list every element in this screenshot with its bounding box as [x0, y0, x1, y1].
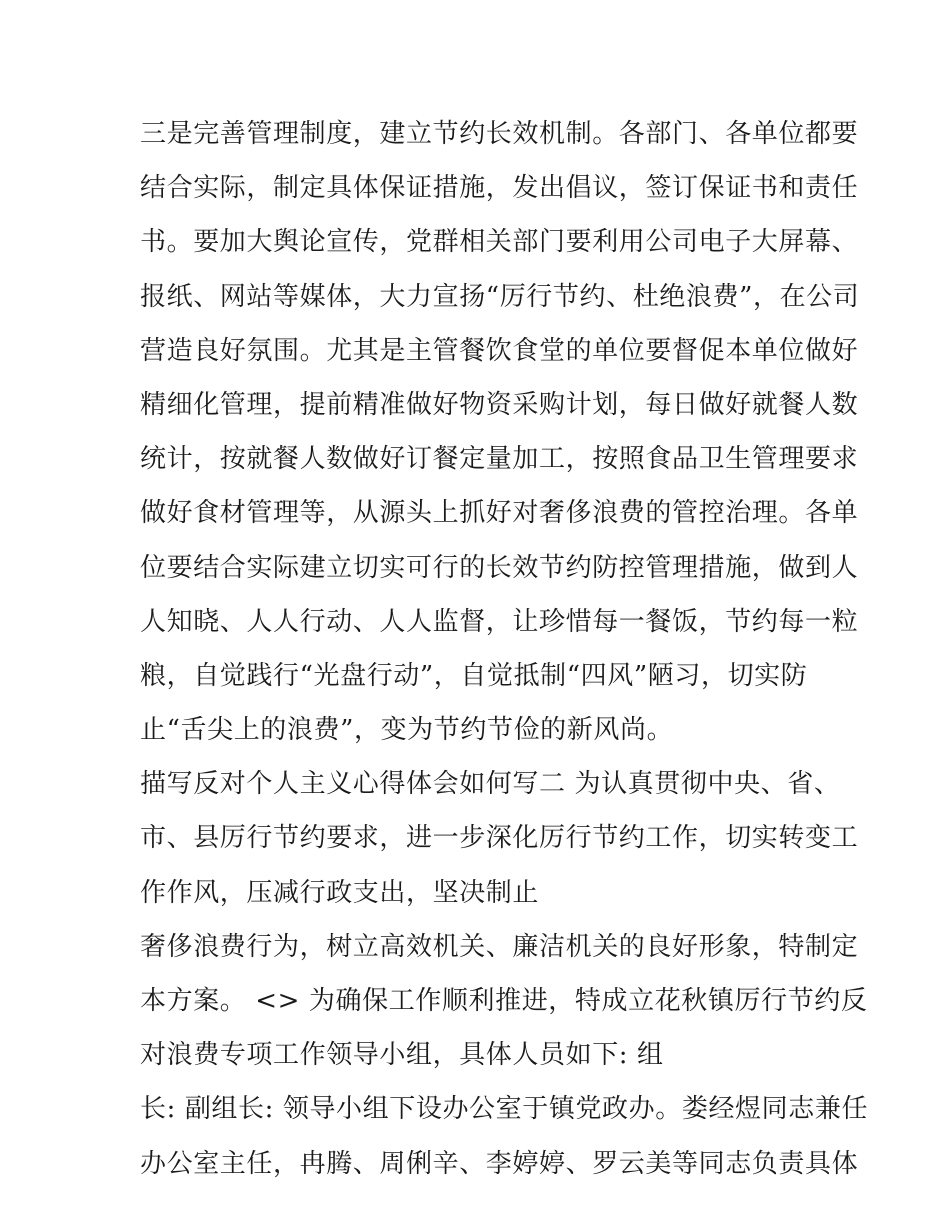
text-line: 市、县厉行节约要求，进一步深化厉行节约工作，切实转变工: [140, 823, 859, 854]
text-line: 止“舌尖上的浪费”，变为节约节俭的新风尚。: [140, 715, 674, 746]
text-line: 三是完善管理制度，建立节约长效机制。各部门、各单位都要: [140, 119, 859, 149]
text-line: 结合实际，制定具体保证措施，发出倡议，签订保证书和责任: [140, 173, 859, 204]
text-line: 粮，自觉践行“光盘行动”，自觉抵制“四风”陋习，切实防: [140, 660, 808, 691]
text-line: 长: 副组长: 领导小组下设办公室于镇党政办。娄经煜同志兼任: [140, 1094, 869, 1125]
text-line: 人知晓、人人行动、人人监督，让珍惜每一餐饭，节约每一粒: [140, 606, 859, 637]
text-line: 描写反对个人主义心得体会如何写二 为认真贯彻中央、省、: [140, 769, 841, 800]
text-line: 对浪费专项工作领导小组，具体人员如下: 组: [140, 1040, 664, 1071]
text-line: 营造良好氛围。尤其是主管餐饮食堂的单位要督促本单位做好: [140, 335, 859, 366]
text-line: 精细化管理，提前精准做好物资采购计划，每日做好就餐人数: [140, 389, 859, 420]
text-line: 本方案。 <> 为确保工作顺利推进，特成立花秋镇厉行节约反: [140, 986, 868, 1016]
text-line: 作作风，压减行政支出，坚决制止: [140, 877, 540, 908]
text-line: 统计，按就餐人数做好订餐定量加工，按照食品卫生管理要求: [140, 444, 859, 475]
text-line: 奢侈浪费行为，树立高效机关、廉洁机关的良好形象，特制定: [140, 931, 859, 962]
text-line: 书。要加大舆论宣传，党群相关部门要利用公司电子大屏幕、: [140, 227, 859, 258]
text-line: 做好食材管理等，从源头上抓好对奢侈浪费的管控治理。各单: [140, 498, 859, 529]
text-line: 报纸、网站等媒体，大力宣扬“厉行节约、杜绝浪费”，在公司: [140, 281, 860, 312]
document-body: [140, 107, 869, 1191]
text-line: 办公室主任，冉腾、周俐辛、李婷婷、罗云美等同志负责具体: [140, 1148, 859, 1179]
text-line: 位要结合实际建立切实可行的长效节约防控管理措施，做到人: [140, 552, 859, 583]
